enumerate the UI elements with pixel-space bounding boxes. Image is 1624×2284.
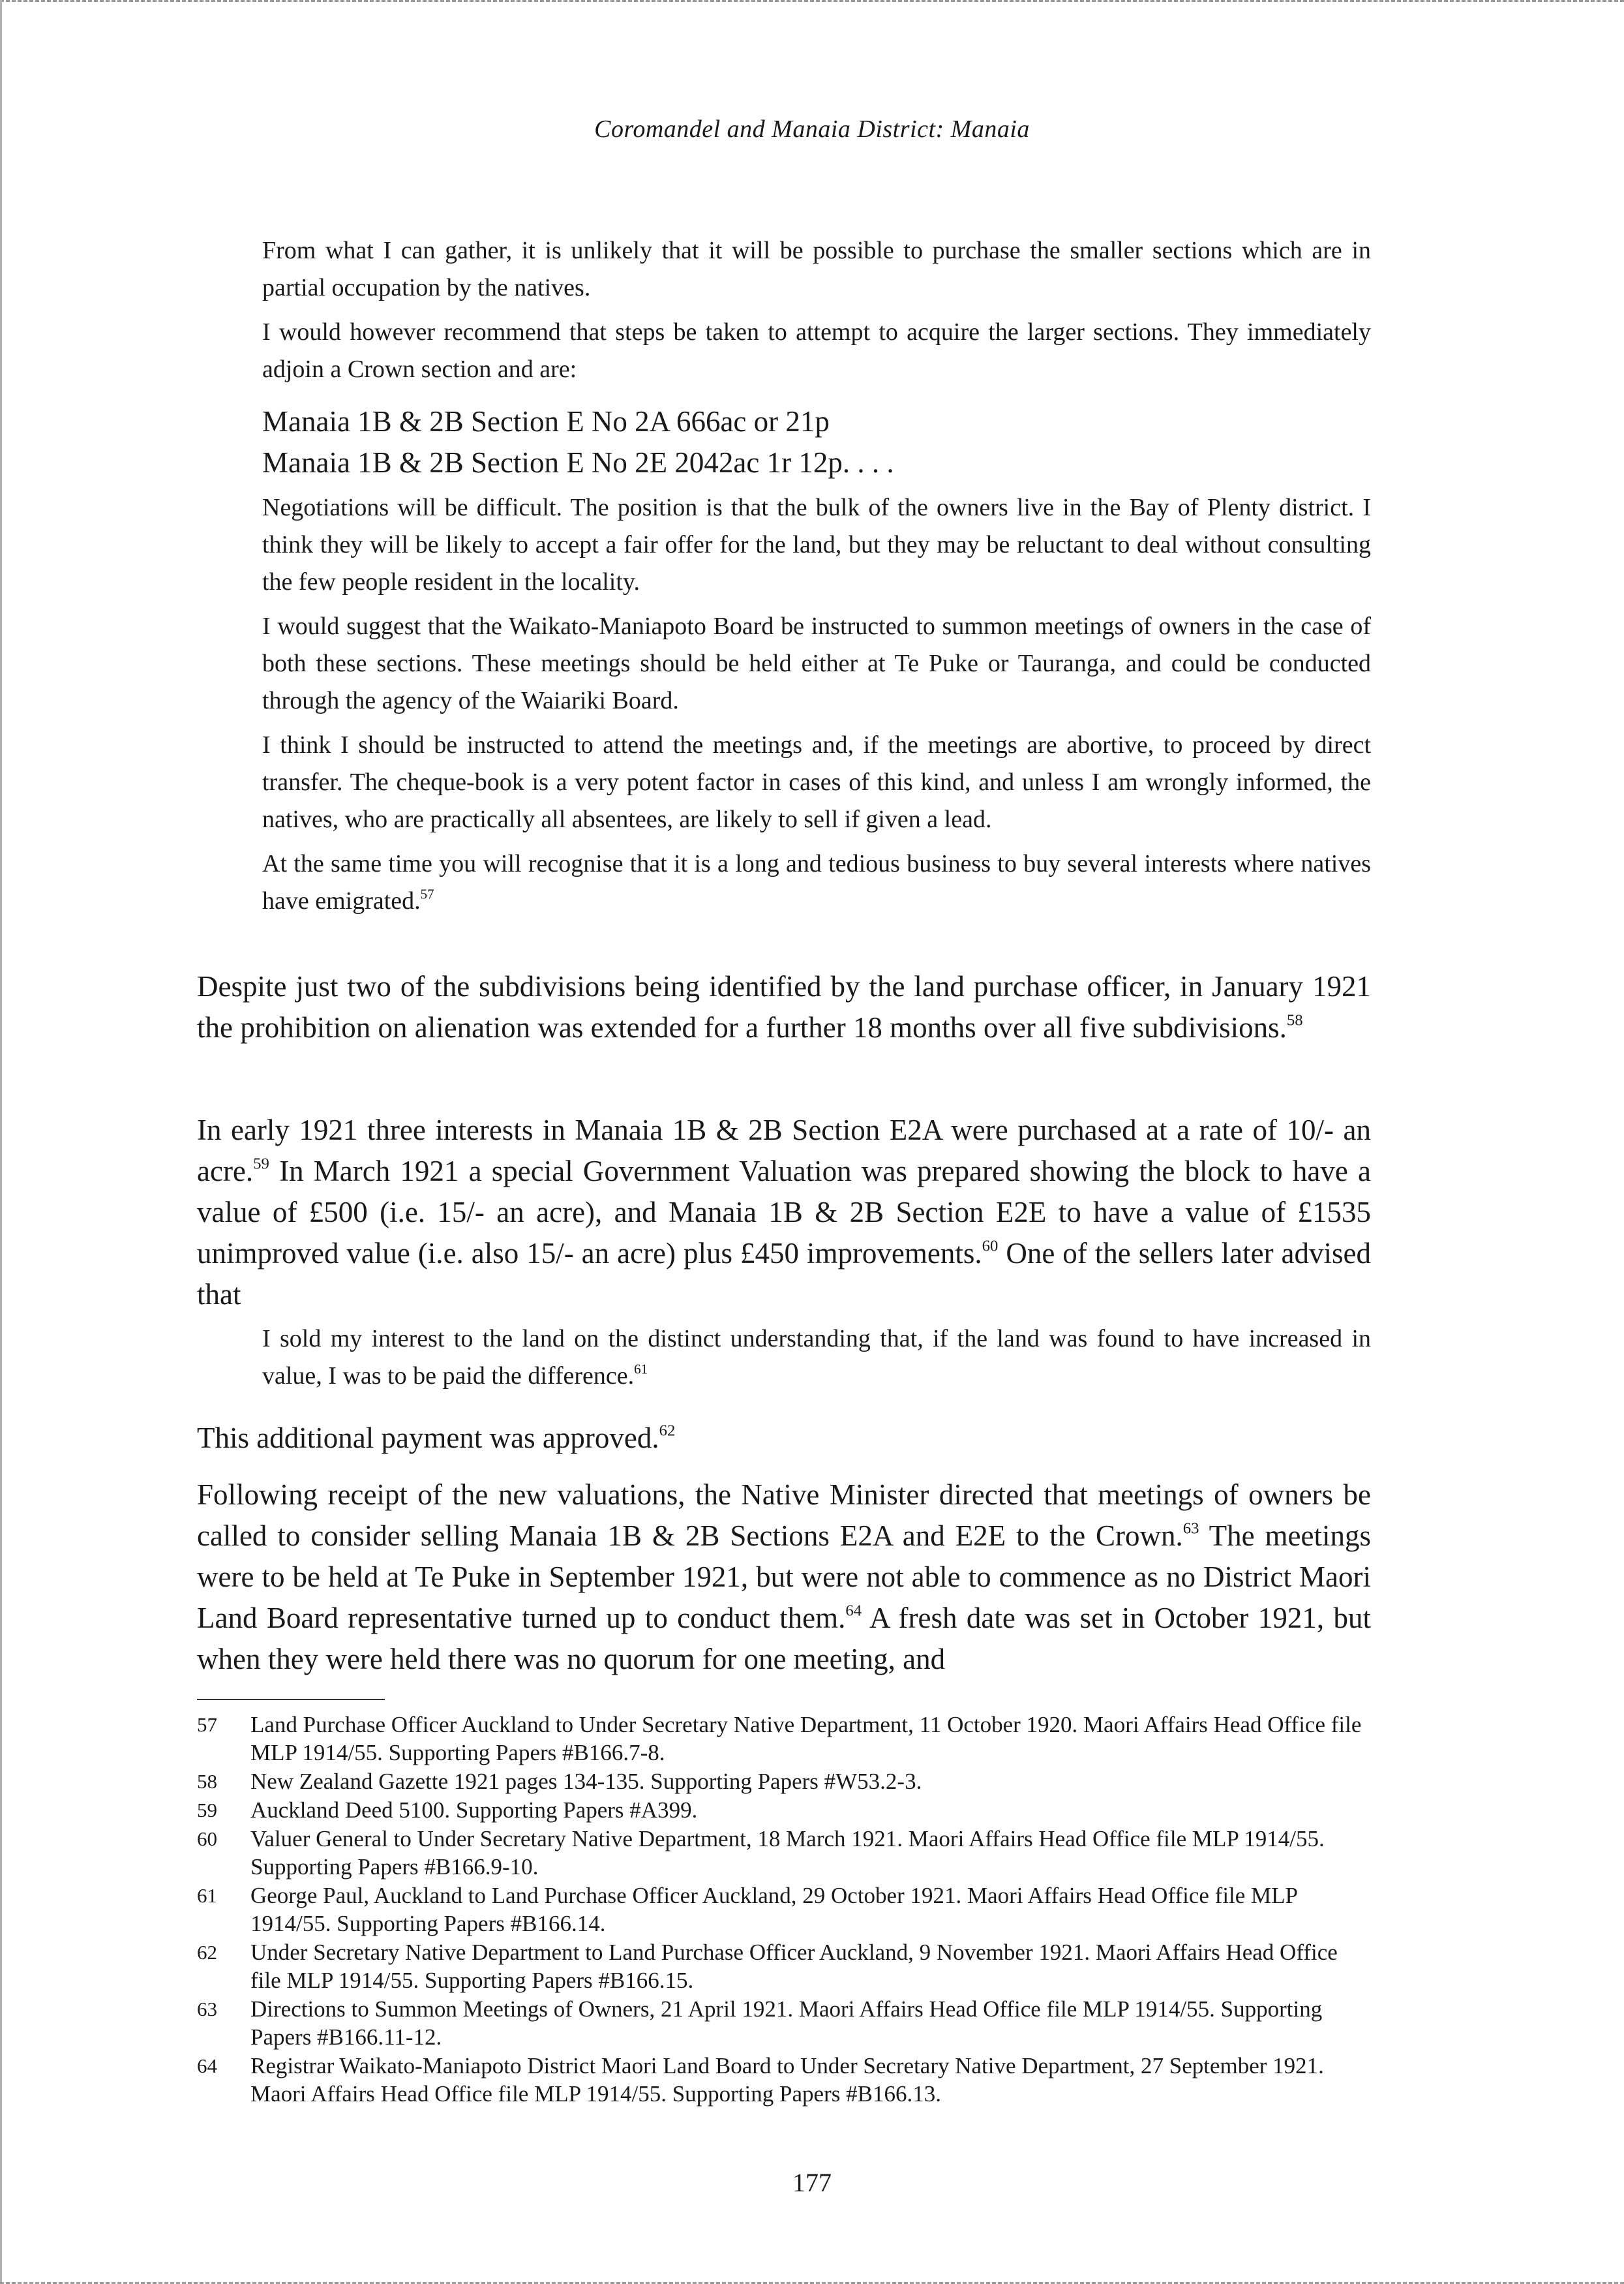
- footnote-item: [197, 1881, 1371, 1938]
- paragraph-text: In March 1921 a special Government Valuation was prepared showing the block to have a value of £500 (i.e. 15/- an acre), and Manaia 1B & 2B Section E2E to have a value of £1535 unimproved value (i.e. also 15/- an acre) plus £450 improvements.: [197, 1155, 1371, 1270]
- page-number: 177: [792, 2168, 832, 2197]
- footnote-text: Registrar Waikato-Maniapoto District Maori Land Board to Under Secretary Native Department, 27 September 1921. Maori Affairs Head Office file MLP 1914/55. Supporting Papers #B166.13.: [250, 2053, 1324, 2107]
- footnote-ref: 58: [1286, 1011, 1303, 1029]
- body-paragraph-3: [197, 1418, 1371, 1459]
- footnote-ref: 59: [253, 1155, 269, 1173]
- body-paragraph-4: [197, 1474, 1371, 1680]
- quote-paragraph: Negotiations will be difficult. The position is that the bulk of the owners live in the Bay of Plenty district. I think they will be likely to accept a fair offer for the land, but they may be reluctant to deal without consulting the few people resident in the locality.: [262, 494, 1371, 596]
- paragraph-text: The meetings were to be held at Te Puke in September 1921, but were not able to commence as no District Maori Land Board representative turned up to conduct them.: [197, 1519, 1371, 1634]
- footnote-number: 61: [197, 1884, 217, 1907]
- quote-paragraph: I think I should be instructed to attend the meetings and, if the meetings are abortive, to proceed by direct transfer. The cheque-book is a very potent factor in cases of this kind, and unless I am wrongly informed, the natives, who are practically all absentees, are likely to sell if given a lead.: [262, 731, 1371, 833]
- footnote-text: Under Secretary Native Department to Land Purchase Officer Auckland, 9 November 1921. Maori Affairs Head Office file MLP 1914/55. Supporting Papers #B166.15.: [250, 1940, 1338, 1993]
- footnote-item: [197, 1711, 1371, 1767]
- footnote-rule: [197, 1699, 385, 1700]
- footnote-number: 62: [197, 1941, 217, 1964]
- footnotes: [197, 1711, 1371, 2109]
- footnote-text: New Zealand Gazette 1921 pages 134-135. Supporting Papers #W53.2-3.: [250, 1769, 922, 1794]
- footnote-text: Valuer General to Under Secretary Native Department, 18 March 1921. Maori Affairs Head Office file MLP 1914/55. Supporting Papers #B166.9-10.: [250, 1826, 1325, 1880]
- footnote-item: [197, 1938, 1371, 1994]
- footnote-ref: 60: [982, 1237, 999, 1255]
- paragraph-text: A fresh date was set in October 1921, but when they were held there was no quorum for one meeting, and: [197, 1602, 1371, 1675]
- paragraph-text: In early 1921 three interests in Manaia 1B & 2B Section E2A were purchased at a rate of 10/- an acre.: [197, 1114, 1371, 1187]
- footnote-ref: 64: [845, 1602, 862, 1620]
- quote-text: I sold my interest to the land on the distinct understanding that, if the land was found to have increased in value, I was to be paid the difference.: [262, 1325, 1371, 1390]
- footnote-item: [197, 1796, 1371, 1824]
- footnote-ref: 63: [1182, 1519, 1199, 1538]
- footnote-text: Auckland Deed 5100. Supporting Papers #A399.: [250, 1797, 698, 1823]
- quote-text: At the same time you will recognise that it is a long and tedious business to buy several interests where natives have emigrated.: [262, 850, 1371, 915]
- paragraph-text: One of the sellers later advised that: [197, 1237, 1371, 1311]
- running-head: Coromandel and Manaia District: Manaia: [594, 115, 1030, 143]
- footnote-text: George Paul, Auckland to Land Purchase Officer Auckland, 29 October 1921. Maori Affairs Head Office file MLP 1914/55. Supporting Papers #B166.14.: [250, 1883, 1297, 1936]
- paragraph-text: This additional payment was approved.: [197, 1422, 659, 1454]
- footnote-number: 57: [197, 1713, 217, 1736]
- footnote-item: [197, 2052, 1371, 2108]
- quote-paragraph: I would suggest that the Waikato-Maniapoto Board be instructed to summon meetings of owners in the case of both these sections. These meetings should be held either at Te Puke or Tauranga, and could be conducted through the agency of the Waiariki Board.: [262, 613, 1371, 714]
- quote-paragraph: From what I can gather, it is unlikely that it will be possible to purchase the smaller sections which are in partial occupation by the natives.: [262, 237, 1371, 301]
- scan-left-edge: [0, 0, 2, 2284]
- paragraph-text: Despite just two of the subdivisions being identified by the land purchase officer, in January 1921 the prohibition on alienation was extended for a further 18 months over all five subdivisions.: [197, 970, 1371, 1044]
- quote-paragraph: I would however recommend that steps be taken to attempt to acquire the larger sections. They immediately adjoin a Crown section and are:: [262, 318, 1371, 383]
- scan-top-edge: [0, 0, 1624, 7]
- quote-paragraph: [262, 845, 1371, 920]
- body-paragraph-1: [197, 966, 1371, 1048]
- footnote-number: 64: [197, 2054, 217, 2077]
- footnote-text: Directions to Summon Meetings of Owners, 21 April 1921. Maori Affairs Head Office file MLP 1914/55. Supporting Papers #B166.11-12.: [250, 1996, 1323, 2050]
- block-quote-1: [262, 232, 1371, 388]
- footnote-number: 60: [197, 1827, 217, 1850]
- footnote-number: 59: [197, 1799, 217, 1821]
- footnote-item: [197, 1995, 1371, 2051]
- parcel-line: Manaia 1B & 2B Section E No 2E 2042ac 1r 12p. . . .: [262, 446, 894, 479]
- body-paragraph-2: [197, 1110, 1371, 1315]
- footnote-number: 63: [197, 1998, 217, 2020]
- footnote-item: [197, 1825, 1371, 1881]
- footnote-ref: 57: [420, 886, 434, 902]
- footnote-ref: 62: [659, 1422, 676, 1440]
- footnote-text: Land Purchase Officer Auckland to Under Secretary Native Department, 11 October 1920. Maori Affairs Head Office file MLP 1914/55. Supporting Papers #B166.7-8.: [250, 1712, 1362, 1765]
- paragraph-text: Following receipt of the new valuations, the Native Minister directed that meetings of owners be called to consider selling Manaia 1B & 2B Sections E2A and E2E to the Crown.: [197, 1478, 1371, 1552]
- footnote-number: 58: [197, 1770, 217, 1793]
- scan-bottom-edge: [0, 2278, 1624, 2284]
- block-quote-2: [262, 489, 1371, 920]
- block-quote-3: [262, 1320, 1371, 1395]
- footnote-item: [197, 1767, 1371, 1795]
- footnote-ref: 61: [634, 1361, 648, 1377]
- parcel-line: Manaia 1B & 2B Section E No 2A 666ac or 21p: [262, 405, 830, 438]
